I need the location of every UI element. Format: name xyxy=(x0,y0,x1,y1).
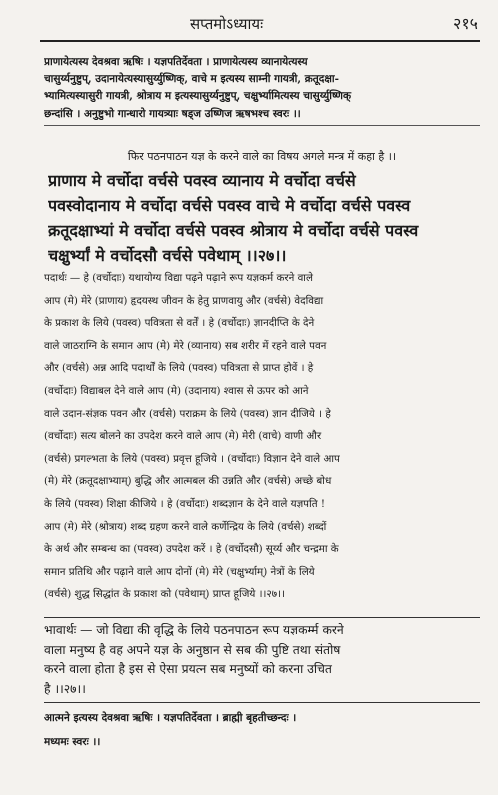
section-divider xyxy=(44,702,480,703)
bhavartha-line: भावार्थः — जो विद्या की वृद्धि के लिये पठनपाठन रूप यज्ञकर्म्म करने xyxy=(44,623,344,637)
padartha-line: आप (मे) मेरे (श्रोत्राय) शब्द ग्रहण करने वाले कर्णेन्द्रिय के लिये (वर्चसे) शब्दों xyxy=(44,520,327,533)
padartha-section xyxy=(44,267,480,606)
padartha-line: के लिये (पवस्व) शिक्षा कीजिये । हे (वर्चोदाः) शब्दज्ञान के देने वाले यज्ञपति ! xyxy=(44,497,325,510)
mantra-line: चक्षुर्भ्यां मे वर्चोदसौ वर्चसे पवेथाम् ।।२७।। xyxy=(48,246,287,265)
padartha-line: वाले उदान-संज्ञक पवन और (वर्चसे) पराक्रम के लिये (पवस्व) ज्ञान दीजिये । हे xyxy=(44,407,331,420)
chapter-title: सप्तमोऽध्यायः xyxy=(190,15,264,33)
intro-text: फिर पठनपाठन यज्ञ के करने वाले का विषय अगले मन्त्र में कहा है ।। xyxy=(127,150,397,163)
padartha-line: समान प्रतिथि और पढ़ाने वाले आप दोनों (मे) मेरे (चक्षुर्भ्याम्) नेत्रों के लिये xyxy=(44,565,315,578)
bhavartha-section xyxy=(44,621,480,699)
mantra-line: क्रतूदक्षाभ्यां मे वर्चोदा वर्चसे पवस्व श्रोत्राय मे वर्चोदा वर्चसे पवस्व xyxy=(48,221,419,240)
meta-line: भ्यामित्यस्यासुरी गायत्री, श्रोत्राय म इत्यस्यासुर्य्यनुष्टुप्, चक्षुर्भ्यामित्यस्य चासुर्य्युष्णिक् xyxy=(44,90,352,103)
padartha-line: (वर्चसे) प्रगल्भता के लिये (पवस्व) प्रवृत्त हूजिये । (वर्चोदाः) विज्ञान देने वाले आप xyxy=(44,452,340,465)
padartha-line: और (वर्चसे) अन्न आदि पदार्थों के लिये (पवस्व) पवित्रता से प्राप्त होवें । हे xyxy=(44,362,314,375)
padartha-line: (वर्चसे) शुद्ध सिद्धांत के प्रकाश को (पवेथाम्) प्राप्त हूजिये ।।२७।। xyxy=(44,588,285,601)
footer-line: आत्मने इत्यस्य देवश्रवा ऋषिः । यज्ञपतिर्देवता । ब्राह्मी बृहतीच्छन्दः । xyxy=(44,712,297,724)
page-number: २१५ xyxy=(453,14,478,33)
bhavartha-line: वाला मनुष्य है वह अपने यज्ञ के अनुष्ठान से सब की पुष्टि तथा संतोष xyxy=(44,642,341,657)
padartha-line: के अर्थ और सम्बन्ध का (पवस्व) उपदेश करें । हे (वर्चोदसौ) सूर्य्य और चन्द्रमा के xyxy=(44,543,339,556)
meta-line: चासुर्य्यनुष्टुप्, उदानायेत्यस्यासुर्य्युष्णिक्, वाचे म इत्यस्य साम्नी गायत्री, क्रतूदक्षा- xyxy=(44,73,339,86)
padartha-line: आप (मे) मेरे (प्राणाय) हृदयस्थ जीवन के हेतु प्राणवायु और (वर्चसे) वेदविद्या xyxy=(44,294,324,307)
padartha-line: (मे) मेरे (क्रतूदक्षाभ्याम्) बुद्धि और आत्मबल की उन्नति और (वर्चसे) अच्छे बोध xyxy=(44,475,332,488)
section-divider xyxy=(44,617,480,618)
padartha-line: (वर्चोदाः) विद्याबल देने वाले आप (मे) (उदानाय) श्वास से ऊपर को आने xyxy=(44,384,309,397)
footer-line: मध्यमः स्वरः ।। xyxy=(44,736,101,748)
mantra-line: पवस्वोदानाय मे वर्चोदा वर्चसे पवस्व वाचे मे वर्चोदा वर्चसे पवस्व xyxy=(48,196,411,215)
padartha-line: वाले जाठराग्नि के समान आप (मे) मेरे (व्यानाय) सब शरीर में रहने वाले पवन xyxy=(44,339,327,352)
next-mantra-metadata xyxy=(44,706,480,754)
padartha-line: के प्रकाश के लिये (पवस्व) पवित्रता से वर्तें । हे (वर्चोदाः) ज्ञानदीप्ति के देने xyxy=(44,317,315,330)
mantra-text xyxy=(48,168,480,268)
bhavartha-line: है ।।२७।। xyxy=(44,681,86,696)
meta-line: छन्दांसि । अनुष्टुभो गान्धारो गायत्र्याः षड्ज उष्णिज ऋषभश्च स्वरः ।। xyxy=(44,107,301,120)
meta-line: प्राणायेत्यस्य देवश्रवा ऋषिः । यज्ञपतिर्देवता । प्राणायेत्यस्य व्यानायेत्यस्य xyxy=(44,56,308,68)
padartha-line: (वर्चोदाः) सत्य बोलने का उपदेश करने वाले आप (मे) मेरी (वाचे) वाणी और xyxy=(44,430,322,443)
bhavartha-line: करने वाला होता है इस से ऐसा प्रयत्न सब मनुष्यों को करना उचित xyxy=(44,662,332,676)
mantra-line: प्राणाय मे वर्चोदा वर्चसे पवस्व व्यानाय मे वर्चोदा वर्चसे xyxy=(48,171,356,190)
page-header xyxy=(40,10,480,42)
mantra-metadata xyxy=(44,54,480,126)
padartha-line: पदार्थः — हे (वर्चोदाः) यथायोग्य विद्या पढ़ने पढ़ाने रूप यज्ञकर्म करने वाले xyxy=(44,272,313,284)
